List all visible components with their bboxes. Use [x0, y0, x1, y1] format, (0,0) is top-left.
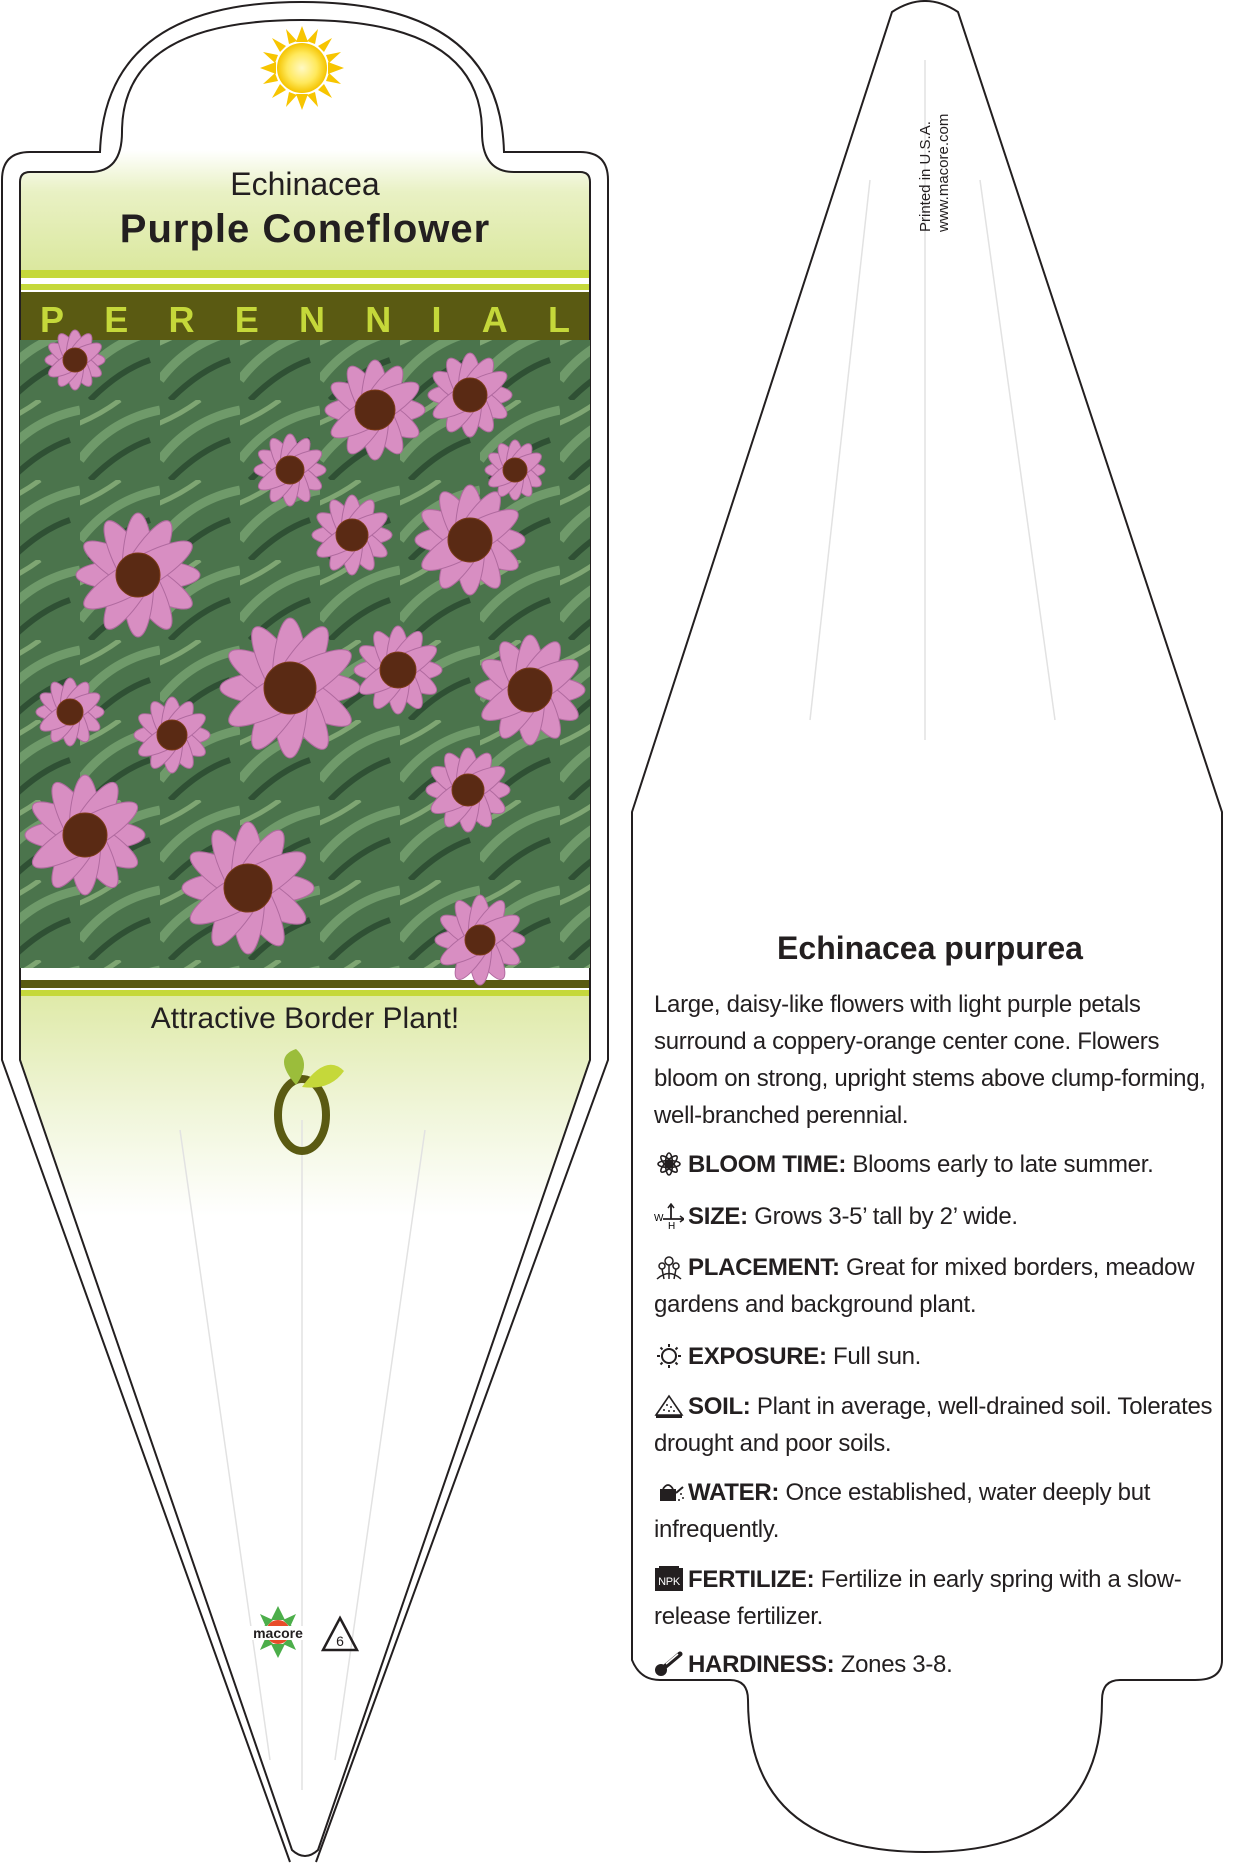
- category-letter: L: [547, 299, 570, 340]
- plant-description: Large, daisy-like flowers with light purple petals surround a coppery-orange center cone. Flowers bloom on strong, upright stems above clump-forming, well-branched perennial.: [654, 991, 1206, 1129]
- attribute-label: FERTILIZE:: [688, 1566, 815, 1593]
- category-letter: E: [234, 299, 259, 340]
- sun-outline-icon: [654, 1343, 684, 1369]
- attribute-hardiness: [654, 1646, 1214, 1683]
- attribute-label: PLACEMENT:: [688, 1254, 840, 1281]
- svg-text:Printed in U.S.A.: Printed in U.S.A.: [917, 121, 934, 232]
- printed-in-usa: [917, 114, 952, 233]
- svg-text:H: H: [668, 1221, 675, 1229]
- attribute-text: Full sun.: [833, 1343, 922, 1370]
- soil-icon: [654, 1393, 684, 1419]
- coneflower-photo: [20, 330, 590, 985]
- thermometer-icon: [654, 1651, 684, 1677]
- watering-can-icon: [654, 1479, 684, 1505]
- sun-icon: [260, 26, 344, 110]
- attribute-size: [654, 1198, 1214, 1235]
- flower-icon: [654, 1151, 684, 1177]
- svg-text:W: W: [654, 1213, 664, 1224]
- common-name: Purple Coneflower: [119, 207, 491, 251]
- attribute-label: HARDINESS:: [688, 1651, 835, 1678]
- attribute-text: Blooms early to late summer.: [852, 1151, 1154, 1178]
- category-letter: I: [431, 299, 442, 340]
- svg-text:macore: macore: [253, 1625, 303, 1641]
- category-letter: N: [365, 299, 392, 340]
- attribute-placement: [654, 1249, 1214, 1323]
- attribute-text: Great for mixed borders, meadow gardens and background plant.: [654, 1254, 1195, 1318]
- category-banner: [20, 298, 590, 342]
- svg-text:www.macore.com: www.macore.com: [935, 113, 952, 232]
- genus-name: Echinacea: [230, 166, 380, 202]
- attribute-exposure: [654, 1338, 1214, 1375]
- attribute-label: SOIL:: [688, 1393, 751, 1420]
- attribute-text: Once established, water deeply but infrequently.: [654, 1479, 1151, 1543]
- svg-text:6: 6: [336, 1633, 344, 1649]
- scientific-name: Echinacea purpurea: [777, 930, 1083, 966]
- category-letter: A: [481, 299, 508, 340]
- attribute-label: SIZE:: [688, 1203, 748, 1230]
- attribute-label: EXPOSURE:: [688, 1343, 827, 1370]
- attribute-water: [654, 1474, 1214, 1548]
- svg-text:NPK: NPK: [658, 1576, 680, 1588]
- npk-icon: [654, 1566, 684, 1592]
- category-letter: E: [104, 299, 129, 340]
- category-letter: R: [168, 299, 195, 340]
- tagline: Attractive Border Plant!: [150, 1002, 460, 1035]
- attribute-text: Plant in average, well-drained soil. Tolerates drought and poor soils.: [654, 1393, 1213, 1457]
- category-letter: P: [40, 299, 65, 340]
- attribute-text: Grows 3-5’ tall by 2’ wide.: [754, 1203, 1018, 1230]
- attribute-bloom-time: [654, 1146, 1214, 1183]
- placement-icon: [654, 1254, 684, 1280]
- size-icon: [654, 1203, 684, 1229]
- attribute-label: WATER:: [688, 1479, 780, 1506]
- attribute-text: Fertilize in early spring with a slow-release fertilizer.: [654, 1566, 1182, 1630]
- attribute-label: BLOOM TIME:: [688, 1151, 847, 1178]
- attribute-soil: [654, 1388, 1214, 1462]
- category-letter: N: [298, 299, 325, 340]
- attribute-fertilize: [654, 1561, 1214, 1635]
- attribute-text: Zones 3-8.: [840, 1651, 953, 1678]
